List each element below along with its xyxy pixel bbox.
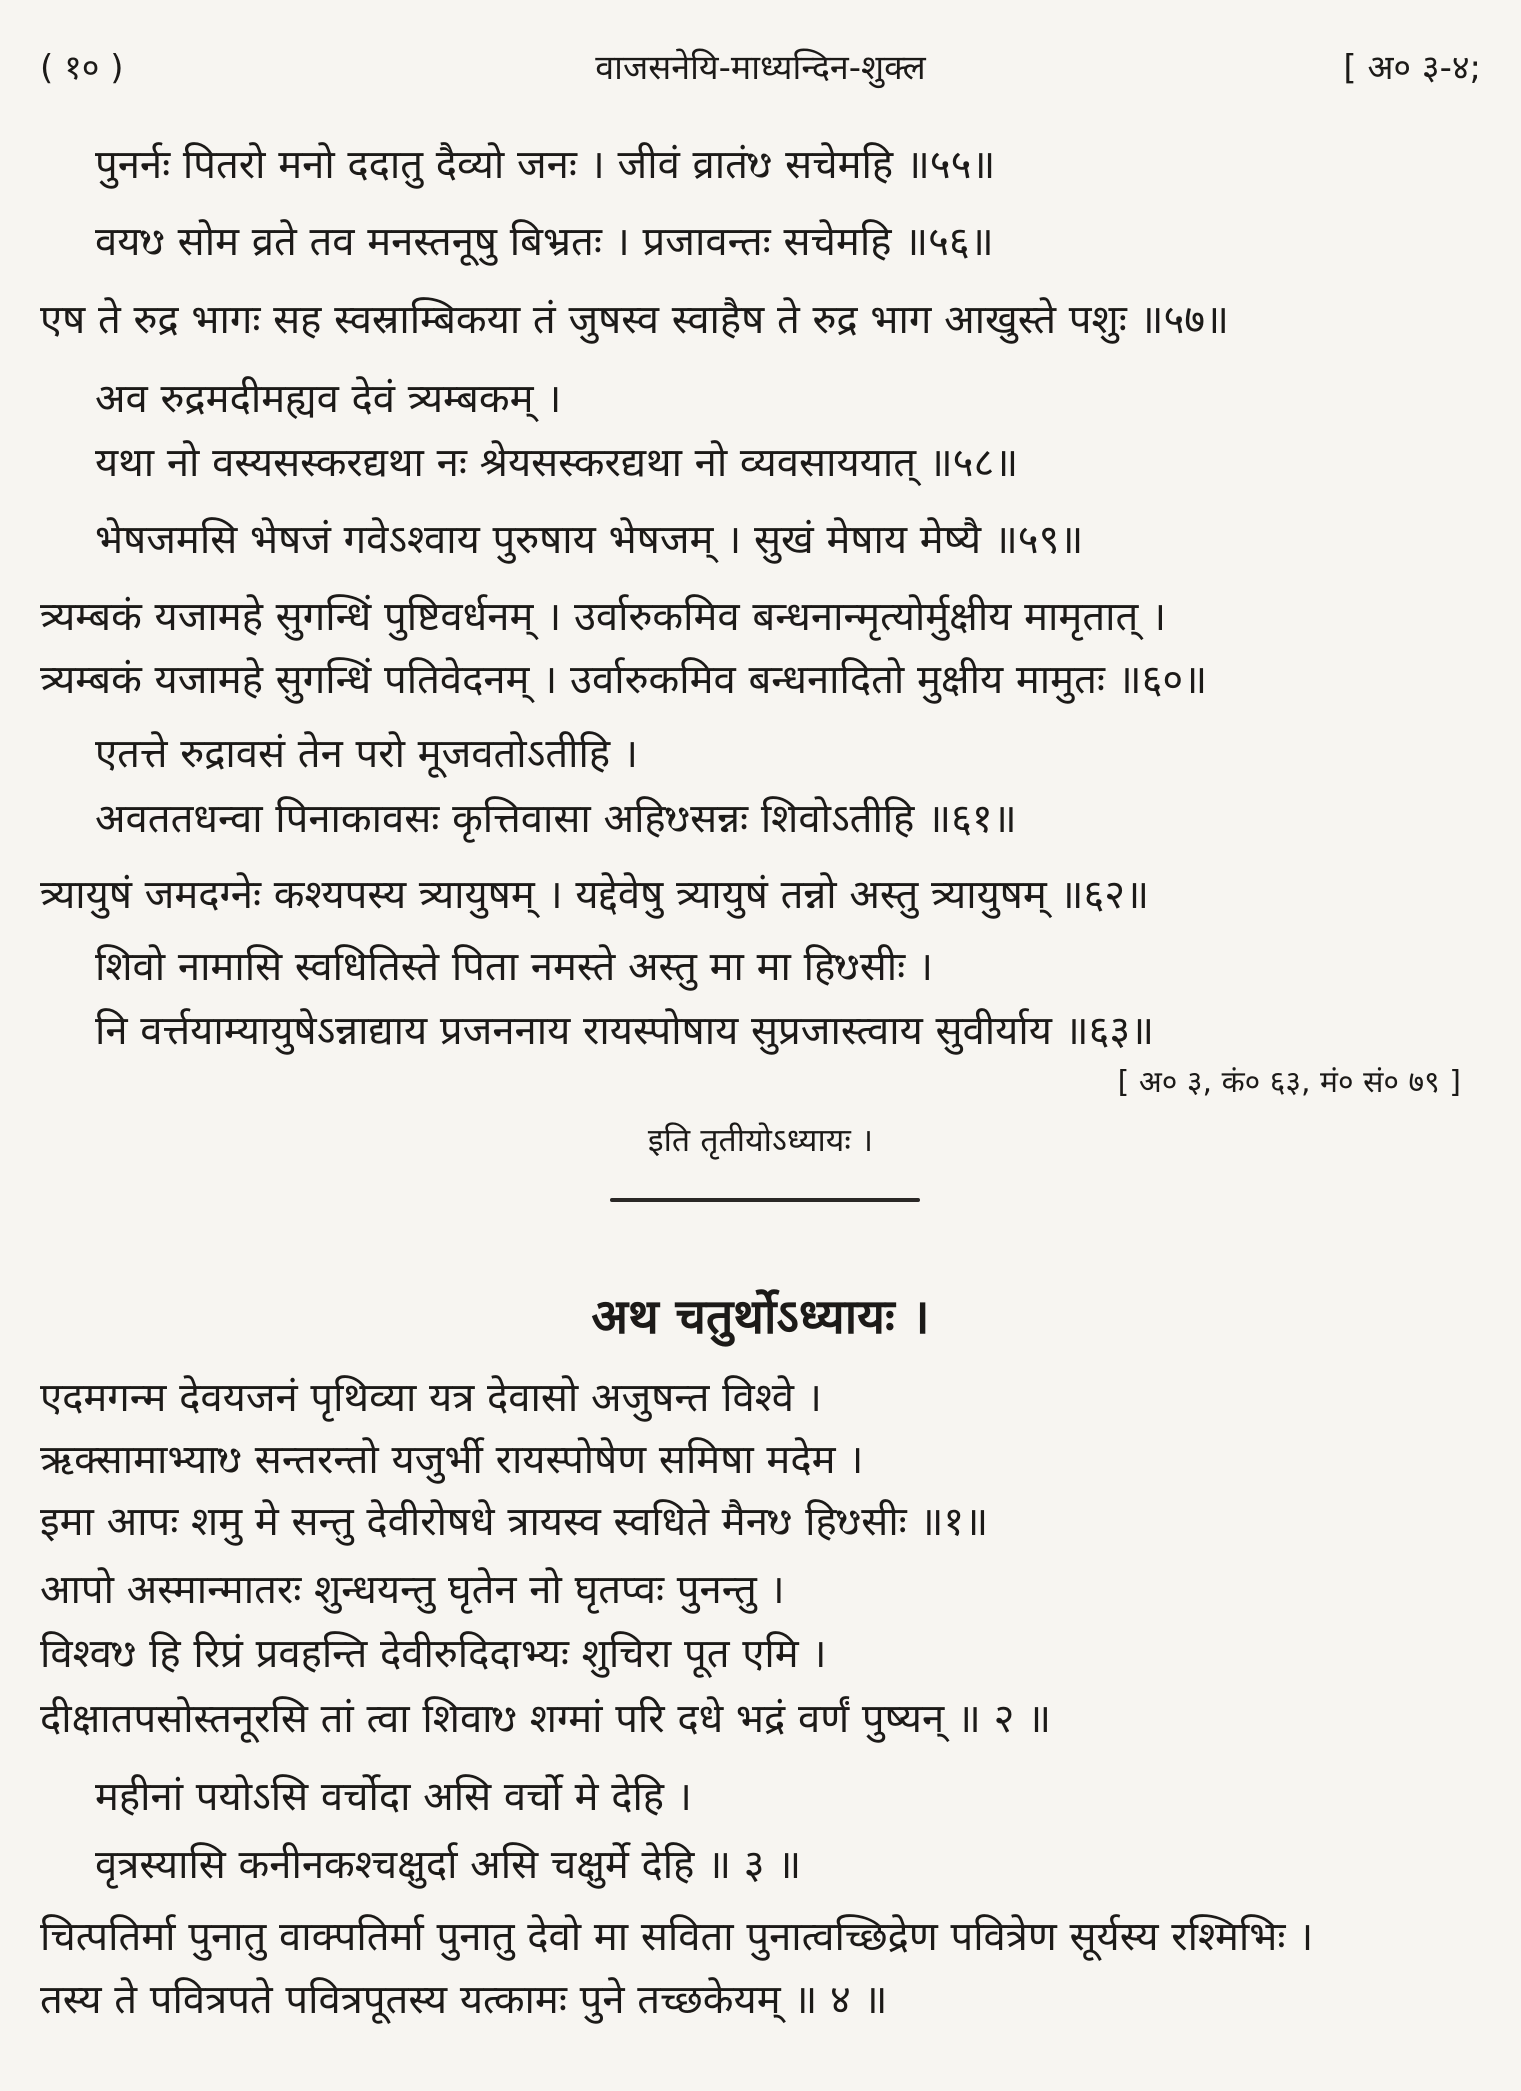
verse-line: दीक्षातपसोस्तनूरसि तां त्वा शिवाᳪ शग्मां परि दधे भद्रं वर्णं पुष्यन् ॥ २ ॥ xyxy=(40,1696,1052,1742)
verse-line: एतत्ते रुद्रावसं तेन परो मूजवतोऽतीहि । xyxy=(95,731,638,777)
verse-line: विश्वᳪ हि रिप्रं प्रवहन्ति देवीरुदिदाभ्यः शुचिरा पूत एमि । xyxy=(40,1631,827,1677)
verse-line: अवततधन्वा पिनाकावसः कृत्तिवासा अहिᳪसन्नः शिवोऽतीहि ॥६१॥ xyxy=(95,796,1017,842)
verse-line: पुनर्नः पितरो मनो ददातु दैव्यो जनः । जीवं व्रातंᳪ सचेमहि ॥५५॥ xyxy=(95,142,996,188)
chapter-colophon: [ अ० ३, कं० ६३, मं० सं० ७९ ] xyxy=(1117,1065,1461,1100)
verse-line: महीनां पयोऽसि वर्चोदा असि वर्चो मे देहि । xyxy=(95,1774,692,1820)
verse-line: त्र्यम्बकं यजामहे सुगन्धिं पतिवेदनम् । उर्वारुकमिव बन्धनादितो मुक्षीय मामुतः ॥६०॥ xyxy=(40,657,1208,703)
verse-line: अव रुद्रमदीमह्यव देवं त्र्यम्बकम् । xyxy=(95,376,562,422)
chapter-heading: अथ चतुर्थोऽध्यायः । xyxy=(591,1289,930,1345)
section-divider xyxy=(610,1198,920,1202)
verse-line: भेषजमसि भेषजं गवेऽश्वाय पुरुषाय भेषजम् । सुखं मेषाय मेष्यै ॥५९॥ xyxy=(95,517,1084,563)
verse-line: इमा आपः शमु मे सन्तु देवीरोषधे त्रायस्व स्वधिते मैनᳪ हिᳪसीः ॥१॥ xyxy=(40,1499,989,1545)
verse-line: त्र्यम्बकं यजामहे सुगन्धिं पुष्टिवर्धनम् । उर्वारुकमिव बन्धनान्मृत्योर्मुक्षीय मामृतात् । xyxy=(40,594,1167,640)
verse-line: एदमगन्म देवयजनं पृथिव्या यत्र देवासो अजुषन्त विश्वे । xyxy=(40,1375,822,1421)
verse-line: एष ते रुद्र भागः सह स्वस्राम्बिकया तं जुषस्व स्वाहैष ते रुद्र भाग आखुस्ते पशुः ॥५७॥ xyxy=(40,297,1230,343)
running-title: वाजसनेयि-माध्यन्दिन-शुक्ल xyxy=(595,48,926,88)
verse-line: नि वर्त्तयाम्यायुषेऽन्नाद्याय प्रजननाय रायस्पोषाय सुप्रजास्त्वाय सुवीर्याय ॥६३॥ xyxy=(95,1008,1155,1054)
verse-line: आपो अस्मान्मातरः शुन्धयन्तु घृतेन नो घृतप्वः पुनन्तु । xyxy=(40,1567,785,1613)
section-reference: [ अ० ३-४; xyxy=(1343,48,1481,88)
verse-line: शिवो नामासि स्वधितिस्ते पिता नमस्ते अस्तु मा मा हिᳪसीः । xyxy=(95,944,934,990)
verse-line: तस्य ते पवित्रपते पवित्रपूतस्य यत्कामः पुने तच्छकेयम् ॥ ४ ॥ xyxy=(40,1977,888,2023)
verse-line: वयᳪ सोम व्रते तव मनस्तनूषु बिभ्रतः । प्रजावन्तः सचेमहि ॥५६॥ xyxy=(95,219,994,265)
chapter-end-note: इति तृतीयोऽध्यायः । xyxy=(647,1121,874,1159)
verse-line: यथा नो वस्यसस्करद्यथा नः श्रेयसस्करद्यथा नो व्यवसाययात् ॥५८॥ xyxy=(95,440,1019,486)
verse-line: त्र्यायुषं जमदग्नेः कश्यपस्य त्र्यायुषम् । यद्देवेषु त्र्यायुषं तन्नो अस्तु त्र्यायुषम् ॥६२॥ xyxy=(40,872,1150,918)
page-header xyxy=(40,38,1481,98)
verse-line: चित्पतिर्मा पुनातु वाक्पतिर्मा पुनातु देवो मा सविता पुनात्वच्छिद्रेण पवित्रेण सूर्यस्य रश्मिभिः । xyxy=(40,1914,1314,1960)
verse-line: ऋक्सामाभ्याᳪ सन्तरन्तो यजुर्भी रायस्पोषेण समिषा मदेम । xyxy=(40,1437,864,1483)
page-number: ( १० ) xyxy=(40,48,124,88)
verse-line: वृत्रस्यासि कनीनकश्चक्षुर्दा असि चक्षुर्मे देहि ॥ ३ ॥ xyxy=(95,1842,802,1888)
